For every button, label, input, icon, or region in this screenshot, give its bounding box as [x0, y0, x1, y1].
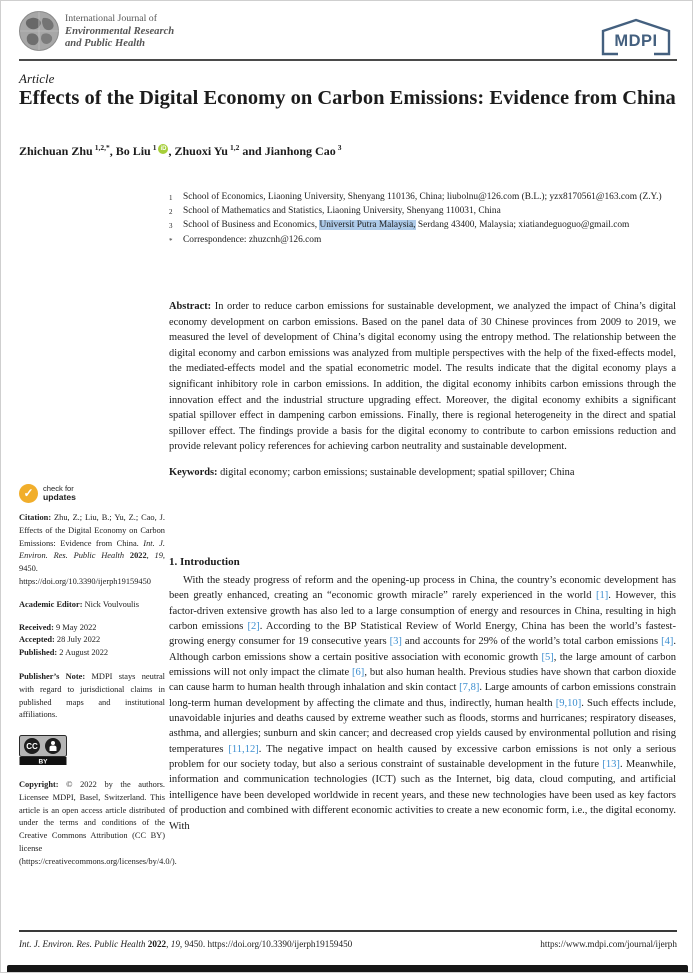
author-name: Zhuoxi Yu	[174, 144, 228, 158]
mdpi-logo-icon	[593, 16, 679, 58]
cc-by-license-badge[interactable]	[19, 735, 165, 770]
correspondence-marker: *	[169, 236, 173, 245]
journal-globe-logo	[19, 10, 60, 52]
academic-editor-label: Academic Editor:	[19, 599, 85, 609]
author-name: Zhichuan Zhu	[19, 144, 93, 158]
affiliation-row	[169, 191, 676, 205]
checkmark-icon: ✓	[19, 484, 38, 503]
affiliation-marker: 3	[169, 222, 173, 231]
citation-year: 2022	[129, 551, 147, 561]
abstract-label: Abstract:	[169, 301, 215, 312]
citation-ref[interactable]: [4]	[661, 636, 674, 648]
check-for-updates-badge[interactable]	[19, 484, 165, 503]
affiliation-text: School of Economics, Liaoning University, Shenyang 110136, China; liubolnu@126.com (B.L.); yzx8170561@163.com (Z.Y.)	[183, 192, 662, 202]
author-separator: and	[239, 144, 265, 158]
author-affil-sup: 1,2	[229, 143, 240, 152]
affiliation-text: School of Mathematics and Statistics, Liaoning University, Shenyang 110031, China	[183, 206, 501, 217]
keywords-label: Keywords:	[169, 467, 221, 478]
footer-journal-url[interactable]: https://www.mdpi.com/journal/ijerph	[540, 939, 677, 949]
author-affil-sup: 1	[152, 143, 157, 152]
citation-ref[interactable]: [1]	[595, 590, 609, 602]
published-date: Published: 2 August 2022	[19, 648, 109, 658]
copyright-label: Copyright:	[19, 779, 67, 789]
svg-text:BY: BY	[38, 758, 48, 766]
copyright-text: © 2022 by the authors. Licensee MDPI, Basel, Switzerland. This article is an open access article distributed under the terms and conditions of the Creative Commons Attribution (CC BY) license (https://creativecommons.org/licenses/by/4.0/).	[19, 779, 177, 866]
copyright-block	[19, 779, 177, 869]
introduction-paragraph: With the steady progress of reform and the opening-up process in China, the country’s economic development has been greatly enhanced, creating an “economic growth miracle” rarely experienced in the world [1]. However, this factor-driven extensive growth has also led to a large consumption of energy and resources in China, resulting in high carbon emissions [2]. According to the BP Statistical Review of World Energy, China has been the world’s fastest-growing energy consumer for 19 consecutive years [3] and accounts for 29% of the world’s total carbon emissions [4]. Although carbon emissions show a certain positive association with economic growth [5], the large amount of carbon emissions will not only impact the climate [6], but also human health. Previous studies have shown that carbon dioxide can cause harm to human health through inhalation and skin contact [7,8]. Large amounts of carbon emissions constrain long-term human development by affecting the climate and thus, indirectly, human health [9,10]. Such effects include, unavoidable injuries and deaths caused by extreme weather such as floods, storms and hurricanes; respiratory diseases, asthma, and allergies; sunburn and skin cancer; and decreased crop yields caused by environmental pollution and rising temperatures [11,12]. The negative impact on health caused by excessive carbon emissions is not only a serious problem for our society today, but also a serious constraint of sustainable development in the future [13]. Meanwhile, information and communication technologies (ICT) such as the Internet, big data, cloud computing, and artificial intelligence have been developed worldwide in recent years, and these new technologies have been used as key factors of production and combined with different economic activities to create a new economic form, i.e., the digital economy. With	[169, 575, 677, 832]
citation-ref[interactable]: [9,10]	[555, 697, 582, 709]
keywords	[169, 465, 676, 481]
correspondence-text: Correspondence: zhuzcnh@126.com	[183, 234, 322, 245]
footer-doi-link[interactable]: https://doi.org/10.3390/ijerph19159450	[207, 939, 353, 949]
author-affil-sup: 1,2,*	[94, 143, 110, 152]
citation-block: Citation: Zhu, Z.; Liu, B.; Yu, Z.; Cao, J. Effects of the Digital Economy on Carbon Emissions: Evidence from China. Int. J. Environ. Res. Public Health 2022, 19, 9450. https://doi.org/10.3390/ijerph19159450	[19, 513, 166, 586]
author-affil-sup: 3	[337, 143, 342, 152]
mdpi-logo[interactable]	[593, 16, 679, 58]
author-line	[19, 143, 659, 159]
author-separator: ,	[109, 144, 116, 158]
affiliation-row	[169, 205, 676, 219]
citation-volume: 19	[154, 551, 163, 561]
affiliation-row	[169, 234, 676, 248]
dates-block	[19, 622, 165, 660]
academic-editor-block	[19, 599, 165, 612]
citation-doi-link[interactable]: https://doi.org/10.3390/ijerph19159450	[19, 576, 151, 586]
citation-text: Zhu, Z.; Liu, B.; Yu, Z.; Cao, J. Effects of the Digital Economy on Carbon Emissions: Evidence from China.	[19, 513, 165, 548]
accepted-date: Accepted: 28 July 2022	[19, 635, 101, 645]
citation-ref[interactable]: [11,12]	[228, 743, 259, 755]
publishers-note-text: MDPI stays neutral with regard to jurisdictional claims in published maps and institutional affiliations.	[19, 671, 165, 720]
journal-name-line3: and Public Health	[65, 38, 146, 49]
affiliation-row	[169, 219, 676, 233]
check-for-updates-label: check for updates	[43, 483, 76, 502]
keywords-text: digital economy; carbon emissions; sustainable development; spatial spillover; China	[220, 467, 575, 478]
citation-ref[interactable]: [2]	[247, 621, 260, 633]
globe-icon	[19, 10, 60, 52]
cc-by-icon	[19, 735, 67, 765]
citation-label: Citation:	[19, 513, 55, 522]
section-heading-introduction: 1. Introduction	[169, 556, 240, 568]
citation-ref[interactable]: [13]	[602, 759, 620, 771]
author-name: Jianhong Cao	[264, 144, 336, 158]
orcid-icon[interactable]: iD	[160, 146, 167, 152]
author-name: Bo Liu	[115, 144, 151, 158]
citation-ref[interactable]: [7,8]	[459, 682, 480, 694]
mdpi-logo-text: MDPI	[614, 32, 658, 50]
abstract	[169, 299, 676, 455]
citation-ref[interactable]: [3]	[389, 636, 402, 648]
author-separator: ,	[168, 144, 175, 158]
publishers-note-label: Publisher’s Note:	[19, 671, 92, 681]
header-divider	[19, 59, 677, 61]
page-footer	[19, 939, 677, 949]
footer-citation: Int. J. Environ. Res. Public Health 2022, 19, 9450. https://doi.org/10.3390/ijerph19159450	[19, 939, 353, 949]
article-type-label: Article	[19, 71, 55, 86]
affiliations-block	[169, 191, 676, 248]
academic-editor-name: Nick Voulvoulis	[84, 599, 139, 609]
affiliation-marker: 1	[169, 194, 173, 202]
sidebar-metadata-column	[19, 483, 177, 879]
journal-name	[65, 13, 174, 51]
paper-title: Effects of the Digital Economy on Carbon Emissions: Evidence from China	[19, 87, 676, 109]
citation-ref[interactable]: [5]	[541, 651, 554, 663]
citation-journal: Int. J. Environ. Res. Public Health	[19, 538, 165, 561]
journal-name-line2: Environmental Research	[65, 25, 175, 37]
affiliation-text: School of Business and Economics, Universit Putra Malaysia, Serdang 43400, Malaysia; xiatiandeguoguo@gmail.com	[183, 220, 630, 231]
affiliation-marker: 2	[169, 208, 173, 217]
received-date: Received: 9 May 2022	[19, 622, 97, 632]
svg-text:CC: CC	[26, 742, 38, 752]
page-bottom-edge	[7, 965, 688, 972]
footer-divider	[19, 930, 677, 932]
abstract-text: In order to reduce carbon emissions for sustainable development, we analyzed the impact of China’s digital economy development on carbon emissions. Based on the panel data of 30 Chinese provinces from 2009 to 2019, we measured the level of development of China’s digital economy using the entropy method. The relationship between the digital economy and carbon emissions was analyzed from multiple perspectives with the help of the fixed-effects model, the mediated-effects model and the spatial econometric model. The results indicate that the digital economy plays a significant inhibitory role in carbon emissions. In addition, the digital economy inhibits carbon emissions through the innovation effect and the industrial structure upgrading effect. Moreover, the digital economy exhibits a significant spatial spillover effect in dampening carbon emissions. Finally, there is regional heterogeneity in the direct and spatial spillover effect. The findings provide a basis for the digital economy to contribute to carbon emissions reduction and provide relevant policy references for achieving carbon neutrality and sustainable development.	[169, 301, 676, 453]
journal-name-line1: International Journal of	[65, 13, 157, 24]
selection-highlight: Universit Putra Malaysia,	[319, 220, 416, 231]
citation-ref[interactable]: [6]	[352, 667, 365, 679]
publishers-note-block	[19, 671, 165, 722]
